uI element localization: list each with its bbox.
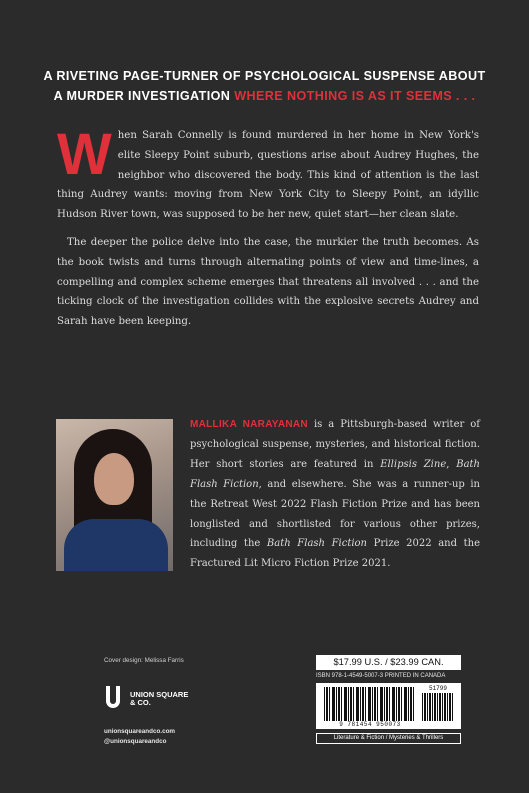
cover-credit: Cover design: Melissa Farris bbox=[104, 657, 184, 664]
blurb-p1-text: hen Sarah Connelly is found murdered in her home in New York's elite Sleepy Point suburb, questions arise about Audrey Hughes, the neighbor who discovered the body. This kind of attention is the last thing Audrey wants: moving from New York City to Sleepy Point, an idyllic Hudson River town, was supposed to be her new, quiet start—her clean slate. bbox=[57, 130, 479, 221]
blurb-paragraph-1 bbox=[57, 122, 479, 225]
bio-italic-1: Ellipsis Zine bbox=[380, 458, 447, 470]
publisher-name bbox=[130, 691, 188, 708]
author-bio bbox=[190, 415, 480, 574]
bio-text-4: Prize 2022 and the Fractured Lit Micro Fiction Prize 2021. bbox=[190, 538, 480, 570]
bio-text-1: is a Pittsburgh-based writer of psychological suspense, mysteries, and historical fiction. Her short stories are featured in bbox=[190, 419, 480, 470]
bio-text-3: , and elsewhere. She was a runner-up in the Retreat West 2022 Flash Fiction Prize and has been longlisted and shortlisted for various other prizes, including the bbox=[190, 478, 480, 550]
category-label: Literature & Fiction / Mysteries & Thrillers bbox=[316, 733, 461, 744]
publisher-logo bbox=[104, 686, 188, 712]
publisher-u-icon bbox=[104, 686, 124, 712]
barcode-bars bbox=[324, 687, 416, 721]
barcode bbox=[316, 683, 461, 729]
author-name: MALLIKA NARAYANAN bbox=[190, 419, 308, 430]
publisher-name-line-2: & CO. bbox=[130, 698, 151, 707]
tagline-plain: A MURDER INVESTIGATION bbox=[53, 89, 235, 103]
price-box: $17.99 U.S. / $23.99 CAN. bbox=[316, 655, 461, 670]
drop-cap: W bbox=[57, 122, 112, 187]
tagline-line-1: A RIVETING PAGE-TURNER OF PSYCHOLOGICAL SUSPENSE ABOUT bbox=[43, 69, 486, 83]
author-photo bbox=[56, 419, 173, 571]
tagline-line-2 bbox=[30, 86, 499, 106]
barcode-number: 9 781454 950073 bbox=[339, 721, 401, 728]
photo-sweater bbox=[64, 519, 168, 571]
bio-italic-2: Bath Flash Fiction bbox=[190, 458, 480, 490]
publisher-links bbox=[104, 727, 175, 746]
blurb-paragraph-2: The deeper the police delve into the case, the murkier the truth becomes. As the book twists and turns through alternating points of view and time-lines, a compelling and complex scheme emerges that threatens all involved . . . and the ticking clock of the investigation collides with the explosive secrets Audrey and Sarah have been keeping. bbox=[57, 236, 479, 328]
barcode-addon-number: 51799 bbox=[428, 685, 447, 692]
publisher-name-line-1: UNION SQUARE bbox=[130, 689, 189, 699]
publisher-url: unionsquareandco.com bbox=[104, 728, 176, 735]
tagline-accent: WHERE NOTHING IS AS IT SEEMS . . . bbox=[234, 89, 476, 103]
isbn-line: ISBN 978-1-4549-5007-3 PRINTED IN CANADA bbox=[316, 673, 446, 679]
photo-face bbox=[94, 453, 134, 505]
barcode-addon-bars bbox=[422, 693, 454, 721]
book-blurb bbox=[57, 122, 479, 340]
tagline bbox=[30, 66, 499, 106]
bio-text-2: , bbox=[446, 458, 457, 470]
publisher-handle: @unionsquareandco bbox=[104, 737, 167, 745]
bio-italic-3: Bath Flash Fiction bbox=[266, 538, 368, 550]
